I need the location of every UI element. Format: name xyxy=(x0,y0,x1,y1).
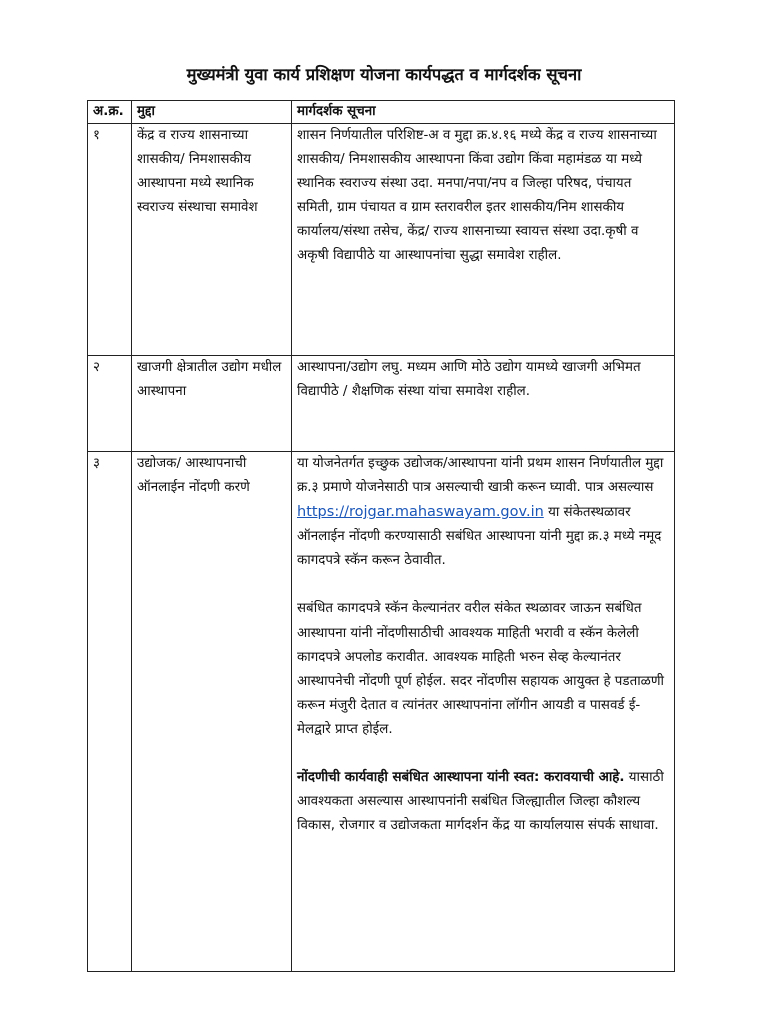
header-guidance: मार्गदर्शक सूचना xyxy=(292,101,675,124)
table-row xyxy=(88,356,675,452)
header-topic: मुद्दा xyxy=(132,101,292,124)
guidance-text: या संकेतस्थळावर ऑनलाईन नोंदणी करण्यासाठी सबंधित आस्थापना यांनी मुद्दा क्र.३ मध्ये नमूद कागदपत्रे स्कॅन करून ठेवावीत. xyxy=(297,505,662,569)
row-guidance: शासन निर्णयातील परिशिष्ट-अ व मुद्दा क्र.४.१६ मध्ये केंद्र व राज्य शासनाच्या शासकीय/ निमशासकीय आस्थापना किंवा उद्योग किंवा महामंडळ या मध्ये स्थानिक स्वराज्य संस्था उदा. मनपा/नपा/नप व जिल्हा परिषद, पंचायत समिती, ग्राम पंचायत व ग्राम स्तरावरील इतर शासकीय/निम शासकीय कार्यालय/संस्था तसेच, केंद्र/ राज्य शासनाच्या स्वायत्त संस्था उदा.कृषी व अकृषी विद्यापीठे या आस्थापनांचा सुद्धा समावेश राहील. xyxy=(292,124,675,356)
guidance-paragraph xyxy=(297,452,669,573)
document-title: मुख्यमंत्री युवा कार्य प्रशिक्षण योजना कार्यपद्धत व मार्गदर्शक सूचना xyxy=(186,65,582,84)
guidance-paragraph: सबंधित कागदपत्रे स्कॅन केल्यानंतर वरील संकेत स्थळावर जाऊन सबंधित आस्थापना यांनी नोंदणीसाठीची आवश्यक माहिती भरावी व स्कॅन केलेली कागदपत्रे अपलोड करावीत. आवश्यक माहिती भरुन सेव्ह केल्यानंतर आस्थापनेची नोंदणी पूर्ण होईल. सदर नोंदणीस सहायक आयुक्त हे पडताळणी करून मंजुरी देतात व त्यांनंतर आस्थापनांना लॉगीन आयडी व पासवर्ड ई-मेलद्वारे प्राप्त होईल. xyxy=(297,601,665,737)
row-serial: ३ xyxy=(88,452,132,972)
table-header-row xyxy=(88,101,675,124)
guidance-emphasis: नोंदणीची कार्यवाही सबंधित आस्थापना यांनी स्वत: करावयाची आहे. xyxy=(297,770,625,786)
row-guidance: आस्थापना/उद्योग लघु. मध्यम आणि मोठे उद्योग यामध्ये खाजगी अभिमत विद्यापीठे / शैक्षणिक संस्था यांचा समावेश राहील. xyxy=(292,356,675,452)
guidelines-table xyxy=(87,100,675,972)
row-topic: खाजगी क्षेत्रातील उद्योग मधील आस्थापना xyxy=(132,356,292,452)
registration-website-link[interactable]: https://rojgar.mahaswayam.gov.in xyxy=(297,504,544,521)
guidance-paragraph xyxy=(297,766,669,838)
header-serial: अ.क्र. xyxy=(88,101,132,124)
guidance-text: यासाठी आवश्यकता असल्यास आस्थापनांनी सबंधित जिल्ह्यातील जिल्हा कौशल्य विकास, रोजगार व उद्योजकता मार्गदर्शन केंद्र या कार्यालयास संपर्क साधावा. xyxy=(297,770,664,834)
table-row xyxy=(88,124,675,356)
row-serial: २ xyxy=(88,356,132,452)
row-topic: केंद्र व राज्य शासनाच्या शासकीय/ निमशासकीय आस्थापना मध्ये स्थानिक स्वराज्य संस्थाचा समावेश xyxy=(132,124,292,356)
guidance-text: या योजनेतर्गत इच्छुक उद्योजक/आस्थापना यांनी प्रथम शासन निर्णयातील मुद्दा क्र.३ प्रमाणे योजनेसाठी पात्र असल्याची खात्री करून घ्यावी. पात्र असल्यास xyxy=(297,456,664,496)
row-topic: उद्योजक/ आस्थापनाची ऑनलाईन नोंदणी करणे xyxy=(132,452,292,972)
table-row xyxy=(88,452,675,972)
row-guidance xyxy=(292,452,675,972)
row-serial: १ xyxy=(88,124,132,356)
